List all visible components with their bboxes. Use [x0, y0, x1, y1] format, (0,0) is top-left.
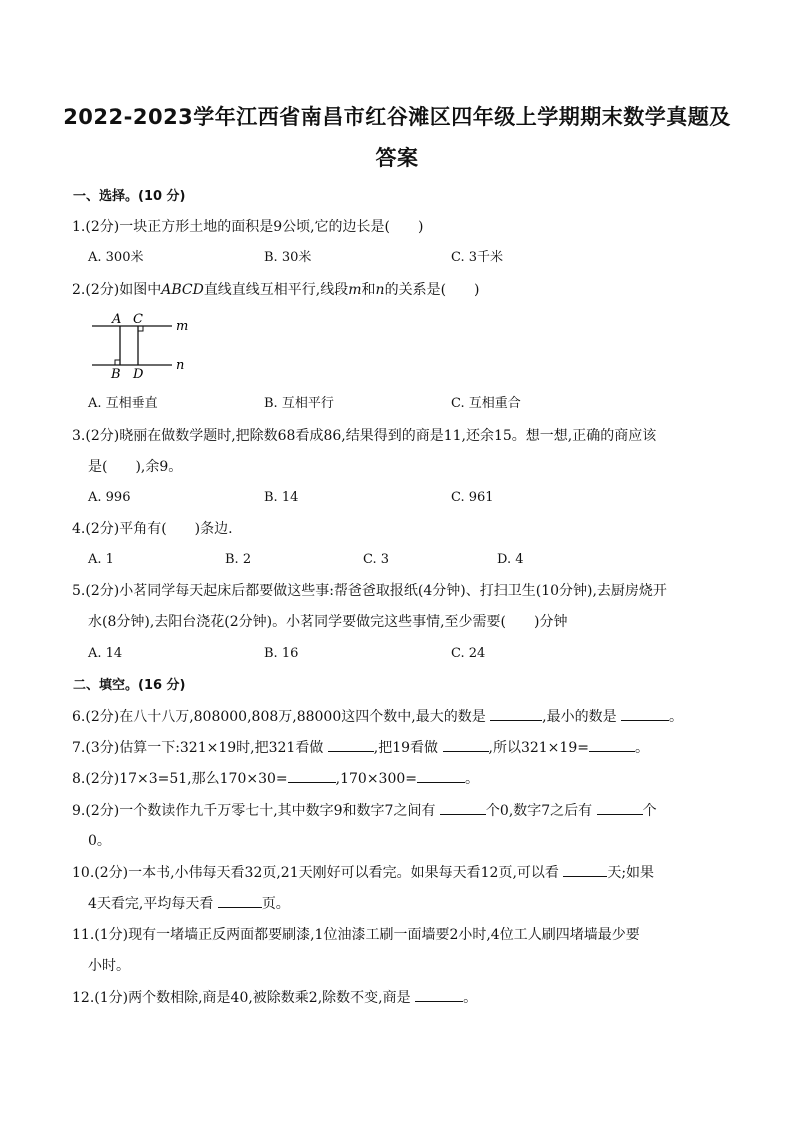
q4-option-b: B. 2 [225, 552, 252, 567]
q12-text-2: 。 [463, 990, 478, 1006]
q6-text-3: 。 [669, 709, 684, 725]
q2-option-c: C. 互相重合 [451, 396, 521, 411]
q8-text-3: 。 [465, 771, 479, 787]
fig-label-a: A [112, 312, 122, 327]
answer-blank[interactable] [443, 739, 489, 752]
document-title-line1: 2022-2023学年江西省南昌市红谷滩区四年级上学期期末数学真题及 [63, 105, 731, 129]
question-2 [72, 282, 480, 298]
q5-option-b: B. 16 [264, 646, 299, 661]
question-10-line2 [88, 895, 290, 912]
fig-label-b: B [111, 367, 121, 382]
q4-option-c: C. 3 [363, 552, 390, 567]
q3-option-b: B. 14 [264, 490, 299, 505]
answer-blank[interactable] [417, 770, 465, 783]
answer-blank[interactable] [490, 708, 542, 721]
question-4: 4.(2分)平角有( )条边. [72, 521, 233, 537]
question-10-line1 [72, 864, 654, 881]
answer-blank[interactable] [589, 739, 635, 752]
fig-label-n: n [176, 358, 185, 373]
q9-text-1: 9.(2分)一个数读作九千万零七十,其中数字9和数字7之间有 [72, 803, 440, 819]
q1-option-a: A. 300米 [88, 250, 144, 265]
q9-text-3: 个 [642, 803, 657, 819]
q2-m: m [348, 282, 362, 298]
section-choice-heading: 一、选择。(10 分) [73, 189, 186, 204]
q10-text-1: 10.(2分)一本书,小伟每天看32页,21天刚好可以看完。如果每天看12页,可以看 [72, 865, 564, 881]
q2-abcd: ABCD [161, 282, 204, 298]
q5-option-c: C. 24 [451, 646, 486, 661]
question-9-line1 [72, 802, 657, 819]
q2-option-a: A. 互相垂直 [88, 396, 158, 411]
question-3-line2: 是( ),余9。 [88, 459, 183, 475]
q7-text-1: 7.(3分)估算一下:321×19时,把321看做 [72, 740, 328, 756]
question-12 [72, 989, 477, 1006]
answer-blank[interactable] [328, 739, 374, 752]
q7-text-2: ,把19看做 [373, 740, 443, 756]
question-11-line1: 11.(1分)现有一堵墙正反两面都要刷漆,1位油漆工刷一面墙要2小时,4位工人刷四堵墙最少要 [72, 927, 640, 943]
question-1: 1.(2分)一块正方形土地的面积是9公顷,它的边长是( ) [72, 219, 424, 235]
answer-blank[interactable] [440, 802, 486, 815]
fig-label-m: m [176, 319, 189, 334]
q7-text-4: 。 [634, 740, 649, 756]
question-11-line2: 小时。 [88, 958, 130, 974]
question-6 [72, 708, 683, 725]
q2-text-and: 和 [361, 282, 376, 298]
fig-label-d: D [133, 367, 144, 382]
question-9-line2: 0。 [88, 833, 111, 849]
q10-text-3: 4天看完,平均每天看 [88, 896, 218, 912]
document-title-line2: 答案 [375, 146, 419, 170]
question-5-line1: 5.(2分)小茗同学每天起床后都要做这些事:帮爸爸取报纸(4分钟)、打扫卫生(10分钟),去厨房烧开 [72, 583, 667, 599]
answer-blank[interactable] [415, 989, 463, 1002]
q4-option-d: D. 4 [497, 552, 524, 567]
q7-text-3: ,所以321×19= [488, 740, 589, 756]
q2-text-mid: 直线直线互相平行,线段 [203, 282, 349, 298]
answer-blank[interactable] [218, 895, 262, 908]
q6-text-2: ,最小的数是 [542, 709, 622, 725]
q10-text-4: 页。 [261, 896, 290, 912]
q9-text-2: 个0,数字7之后有 [485, 803, 597, 819]
q5-option-a: A. 14 [88, 646, 123, 661]
section-fill-heading: 二、填空。(16 分) [73, 678, 186, 693]
q6-text-1: 6.(2分)在八十八万,808000,808万,88000这四个数中,最大的数是 [72, 709, 491, 725]
q8-text-2: ,170×300= [335, 771, 417, 787]
q8-text-1: 8.(2分)17×3=51,那么170×30= [72, 771, 288, 787]
q10-text-2: 天;如果 [607, 865, 655, 881]
q1-option-c: C. 3千米 [451, 250, 504, 265]
q3-option-a: A. 996 [88, 490, 131, 505]
question-8 [72, 770, 479, 787]
fig-label-c: C [133, 312, 143, 327]
parallel-lines-figure [88, 312, 198, 382]
question-3-line1: 3.(2分)晓丽在做数学题时,把除数68看成86,结果得到的商是11,还余15。想一想,正确的商应该 [72, 428, 657, 444]
q2-text-post: 的关系是( ) [384, 282, 480, 298]
answer-blank[interactable] [597, 802, 643, 815]
q1-option-b: B. 30米 [264, 250, 312, 265]
q2-n: n [375, 282, 385, 298]
q2-option-b: B. 互相平行 [264, 396, 334, 411]
q2-text-pre: 2.(2分)如图中 [72, 282, 162, 298]
q3-option-c: C. 961 [451, 490, 494, 505]
answer-blank[interactable] [621, 708, 669, 721]
q12-text-1: 12.(1分)两个数相除,商是40,被除数乘2,除数不变,商是 [72, 990, 416, 1006]
answer-blank[interactable] [563, 864, 607, 877]
question-7 [72, 739, 649, 756]
q4-option-a: A. 1 [88, 552, 114, 567]
answer-blank[interactable] [288, 770, 336, 783]
question-5-line2: 水(8分钟),去阳台浇花(2分钟)。小茗同学要做完这些事情,至少需要( )分钟 [88, 614, 568, 630]
